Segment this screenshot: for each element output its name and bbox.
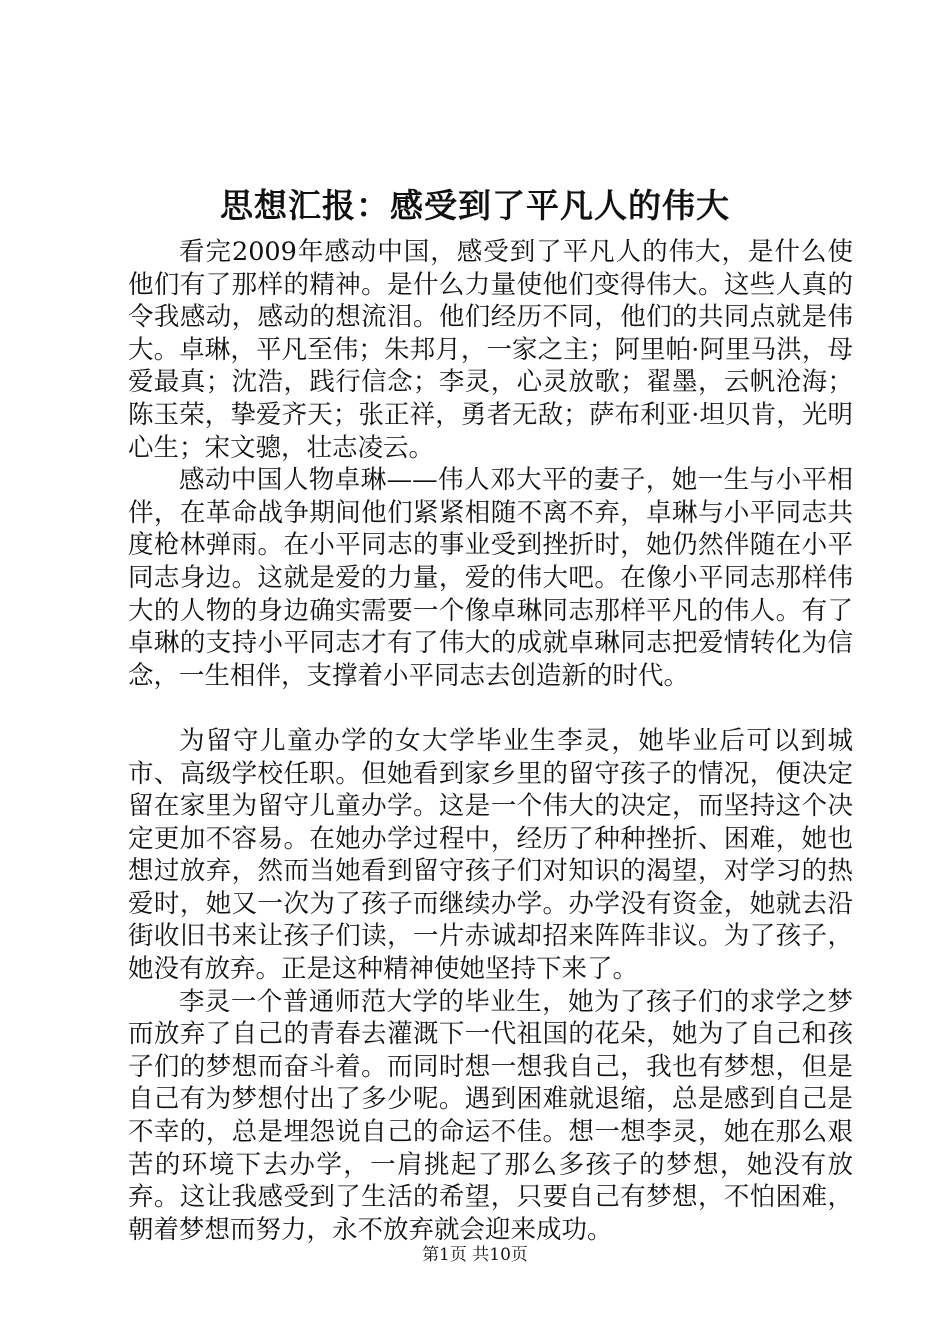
document-body — [128, 236, 853, 1246]
paragraph-zhuolin: 感动中国人物卓琳——伟人邓大平的妻子，她一生与小平相伴，在革命战争期间他们紧紧相随不离不弃，卓琳与小平同志共度枪林弹雨。在小平同志的事业受到挫折时，她仍然伴随在小平同志身边。这就是爱的力量，爱的伟大吧。在像小平同志那样伟大的人物的身边确实需要一个像卓琳同志那样平凡的伟人。有了卓琳的支持小平同志才有了伟大的成就卓琳同志把爱情转化为信念，一生相伴，支撑着小平同志去创造新的时代。 — [128, 465, 853, 691]
page-number-footer: 第1页 共10页 — [422, 1245, 528, 1265]
paragraph-liling: 为留守儿童办学的女大学毕业生李灵，她毕业后可以到城市、高级学校任职。但她看到家乡里的留守孩子的情况，便决定留在家里为留守儿童办学。这是一个伟大的决定，而坚持这个决定更加不容易。在她办学过程中，经历了种种挫折、困难，她也想过放弃，然而当她看到留守孩子们对知识的渴望，对学习的热爱时，她又一次为了孩子而继续办学。办学没有资金，她就去沿街收旧书来让孩子们读，一片赤诚却招来阵阵非议。为了孩子，她没有放弃。正是这种精神使她坚持下来了。 — [128, 725, 853, 985]
document-title: 思想汇报：感受到了平凡人的伟大 — [220, 186, 730, 225]
paragraph-intro: 看完2009年感动中国，感受到了平凡人的伟大，是什么使他们有了那样的精神。是什么力量使他们变得伟大。这些人真的令我感动，感动的想流泪。他们经历不同，他们的共同点就是伟大。卓琳，平凡至伟；朱邦月，一家之主；阿里帕·阿里马洪，母爱最真；沈浩，践行信念；李灵，心灵放歌；翟墨，云帆沧海；陈玉荣，挚爱齐天；张正祥，勇者无敌；萨布利亚·坦贝肯，光明心生；宋文骢，壮志凌云。 — [128, 237, 853, 463]
paragraph-reflection: 李灵一个普通师范大学的毕业生，她为了孩子们的求学之梦而放弃了自己的青春去灌溉下一代祖国的花朵，她为了自己和孩子们的梦想而奋斗着。而同时想一想我自己，我也有梦想，但是自己有为梦想付出了多少呢。遇到困难就退缩，总是感到自己是不幸的，总是埋怨说自己的命运不佳。想一想李灵，她在那么艰苦的环境下去办学，一肩挑起了那么多孩子的梦想，她没有放弃。这让我感受到了生活的希望，只要自己有梦想，不怕困难，朝着梦想而努力，永不放弃就会迎来成功。 — [128, 986, 853, 1245]
